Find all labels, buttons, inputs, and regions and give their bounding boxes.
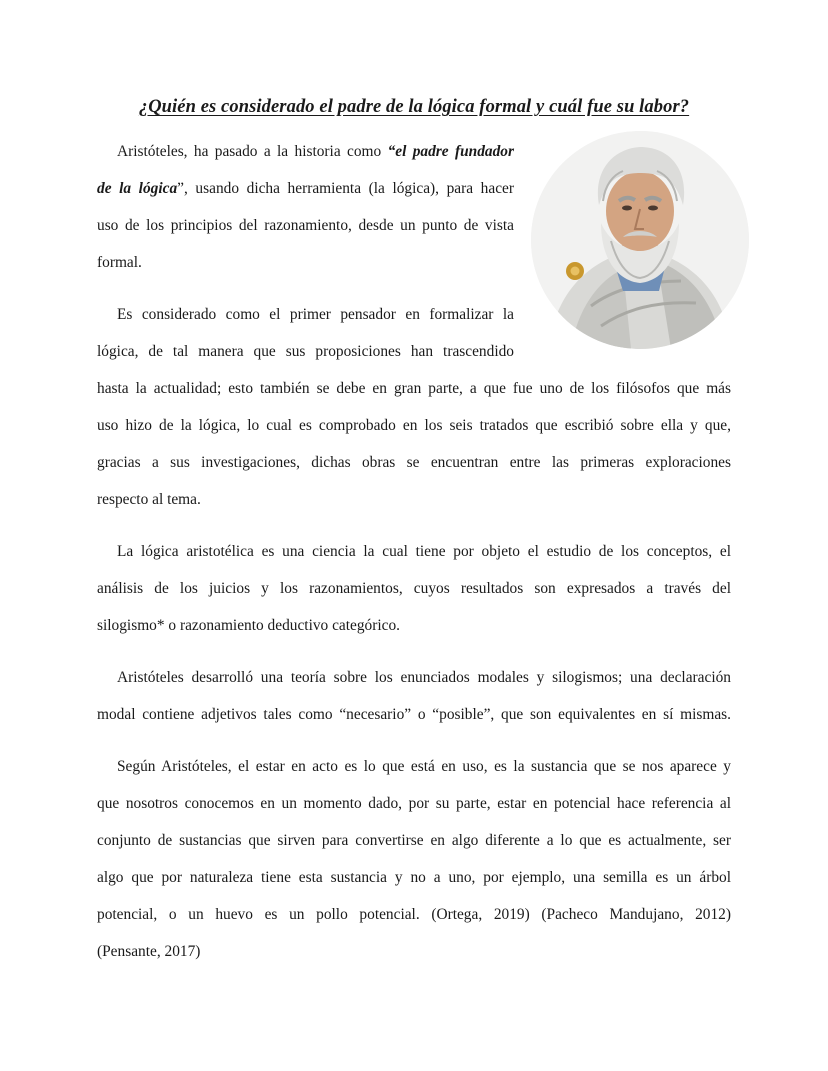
paragraph-1-emphasis-b: “el padre fundador	[387, 143, 514, 160]
paragraph-2-line-3: hasta la actualidad; esto también se debe en gran parte, a que fue uno de los filósofos que más	[97, 380, 731, 397]
paragraph-4-line-1: Aristóteles desarrolló una teoría sobre los enunciados modales y silogismos; una declaración	[117, 669, 731, 686]
paragraph-1-text-a: Aristóteles, ha pasado a la historia como	[117, 143, 388, 160]
paragraph-3	[97, 533, 731, 644]
paragraph-1-line-4: formal.	[97, 254, 142, 271]
page-title: ¿Quién es considerado el padre de la lógica formal y cuál fue su labor?	[138, 97, 690, 117]
paragraph-2-line-5: gracias a sus investigaciones, dichas obras se encuentran entre las primeras exploraciones	[97, 454, 731, 471]
paragraph-2-line-2: lógica, de tal manera que sus proposiciones han trascendido	[97, 343, 514, 360]
paragraph-5-line-3: conjunto de sustancias que sirven para convertirse en algo diferente a lo que es actualmente, ser	[97, 832, 731, 849]
paragraph-5-line-2: que nosotros conocemos en un momento dado, por su parte, estar en potencial hace referencia al	[97, 795, 731, 812]
paragraph-5-line-4: algo que por naturaleza tiene esta sustancia y no a uno, por ejemplo, una semilla es un árbol	[97, 869, 731, 886]
paragraph-3-line-1: La lógica aristotélica es una ciencia la cual tiene por objeto el estudio de los conceptos, el	[117, 543, 731, 560]
paragraph-5	[97, 748, 731, 970]
paragraph-5-line-1: Según Aristóteles, el estar en acto es lo que está en uso, es la sustancia que se nos aparece y	[117, 758, 731, 775]
paragraph-2-continued	[97, 370, 731, 518]
paragraph-2-line-6: respecto al tema.	[97, 491, 201, 508]
paragraph-2	[97, 296, 514, 370]
paragraph-1-line-2	[97, 170, 514, 207]
paragraph-1-emphasis-c: de la lógica	[97, 180, 178, 197]
paragraph-2-line-4: uso hizo de la lógica, lo cual es comprobado en los seis tratados que escribió sobre ella y que,	[97, 417, 731, 434]
paragraph-1	[97, 133, 514, 281]
paragraph-2-line-1: Es considerado como el primer pensador en formalizar la	[117, 306, 514, 323]
paragraph-4	[97, 659, 731, 733]
aristotle-portrait-icon	[531, 131, 749, 349]
paragraph-1-text-d: ”, usando dicha herramienta (la lógica), para hacer	[177, 180, 514, 197]
paragraph-5-line-6: (Pensante, 2017)	[97, 943, 201, 960]
paragraph-4-line-2: modal contiene adjetivos tales como “necesario” o “posible”, que son equivalentes en sí mismas.	[97, 706, 731, 723]
paragraph-3-line-2: análisis de los juicios y los razonamientos, cuyos resultados son expresados a través del	[97, 580, 731, 597]
paragraph-1-line-3: uso de los principios del razonamiento, desde un punto de vista	[97, 217, 514, 234]
paragraph-5-line-5: potencial, o un huevo es un pollo potencial. (Ortega, 2019) (Pacheco Mandujano, 2012)	[97, 906, 731, 923]
paragraph-3-line-3: silogismo* o razonamiento deductivo categórico.	[97, 617, 401, 634]
paragraph-1-line-1	[97, 133, 514, 170]
